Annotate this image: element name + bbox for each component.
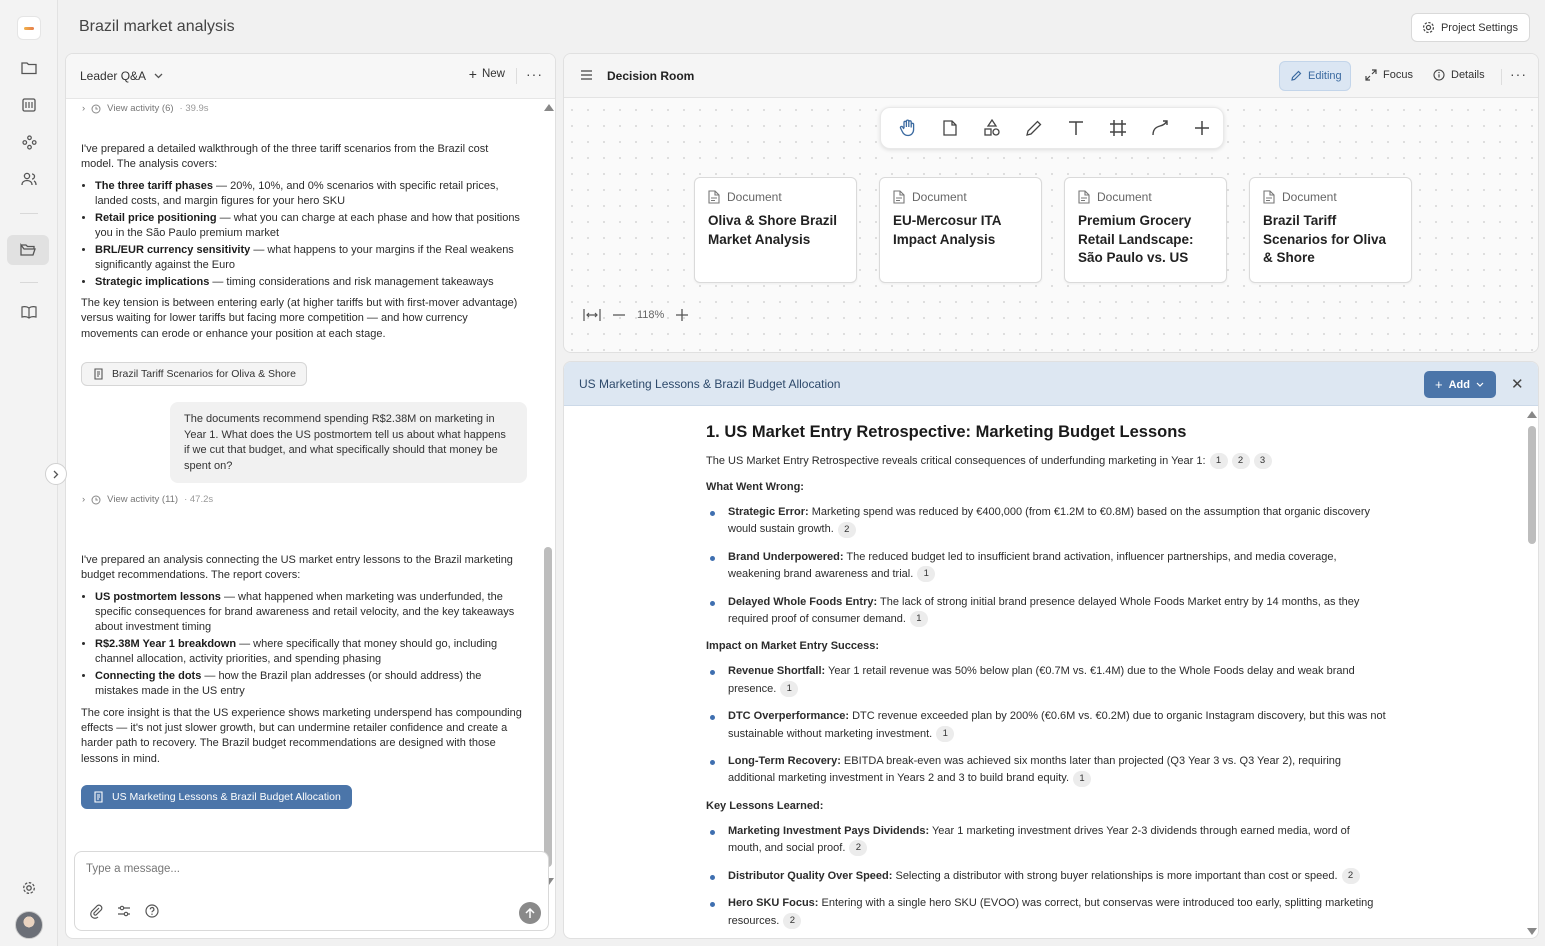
connector-icon[interactable] bbox=[1147, 116, 1172, 141]
clock-icon bbox=[91, 104, 101, 114]
activity-label: View activity (6) bbox=[107, 103, 174, 114]
list-item: Delayed Whole Foods Entry: The lack of strong initial brand presence delayed Whole Foods Market entry by 14 months, as they required proof of consumer demand. 1 bbox=[706, 594, 1386, 629]
plus-icon[interactable] bbox=[1189, 116, 1214, 141]
editing-label: Editing bbox=[1308, 70, 1342, 82]
section-title: Impact on Market Entry Success: bbox=[706, 640, 880, 653]
chevron-down-icon bbox=[1476, 382, 1484, 387]
list-item: • BRL/EUR currency sensitivity — what happens to your margins if the Real weakens significantly against the Euro bbox=[95, 243, 524, 274]
section-title: Key Lessons Learned: bbox=[706, 799, 824, 812]
user-message: The documents recommend spending R$2.38M on marketing in Year 1. What does the US postmortem tell us about what happens if we cut that budget, and what specifically should that money be spent on? bbox=[170, 402, 527, 483]
citation-badge[interactable]: 3 bbox=[1254, 453, 1272, 469]
clock-icon bbox=[91, 495, 101, 505]
citation-badge[interactable]: 2 bbox=[849, 840, 867, 856]
library-icon[interactable] bbox=[15, 91, 43, 119]
add-label: Add bbox=[1448, 378, 1470, 391]
menu-icon[interactable] bbox=[580, 69, 593, 81]
room-more-icon[interactable]: ··· bbox=[1510, 66, 1527, 82]
zoom-controls bbox=[583, 308, 689, 322]
assistant-message bbox=[81, 553, 524, 767]
card-title: EU-Mercosur ITA Impact Analysis bbox=[893, 213, 1002, 247]
document-card[interactable] bbox=[694, 177, 857, 283]
list-item: • Strategic implications — timing considerations and risk management takeaways bbox=[95, 275, 524, 290]
expand-icon bbox=[1365, 69, 1377, 81]
document-chip[interactable] bbox=[81, 362, 307, 386]
list-item: DTC Overperformance: DTC revenue exceeded plan by 200% (€0.6M vs. €0.2M) due to organic Instagram discovery, but this was not sustainable without marketing investment. 1 bbox=[706, 708, 1386, 743]
card-kind: Document bbox=[708, 190, 843, 204]
section-list bbox=[706, 823, 1386, 930]
message-outro: The key tension is between entering early (at higher tariffs but with first-mover advantage) versus waiting for lower tariffs but facing more competition — and how currency movements can erode or enhance your position at each stage. bbox=[81, 297, 518, 340]
document-icon bbox=[1263, 190, 1275, 204]
add-button[interactable] bbox=[1424, 371, 1496, 398]
activity-duration: · 39.9s bbox=[179, 103, 209, 114]
assistant-message bbox=[81, 142, 524, 342]
info-icon bbox=[1433, 69, 1445, 81]
avatar[interactable] bbox=[15, 911, 43, 939]
section-list bbox=[706, 504, 1386, 628]
card-kind: Document bbox=[1263, 190, 1398, 204]
list-item: Long-Term Recovery: EBITDA break-even was achieved six months later than projected (Q3 Year 3 vs. Q3 Year 2), requiring additional marketing investment in Years 2 and 3 to build brand equity. 1 bbox=[706, 753, 1386, 788]
message-intro: I've prepared an analysis connecting the US market entry lessons to the Brazil marketing budget recommendations. The report covers: bbox=[81, 554, 513, 582]
citation-badge[interactable]: 1 bbox=[780, 681, 798, 697]
card-title: Premium Grocery Retail Landscape: São Paulo vs. US bbox=[1078, 213, 1194, 265]
new-label: New bbox=[481, 68, 505, 80]
list-item: Hero SKU Focus: Entering with a single hero SKU (EVOO) was correct, but conservas were introduced too early, splitting marketing resources. 2 bbox=[706, 895, 1386, 930]
card-kind: Document bbox=[893, 190, 1028, 204]
chat-title: Leader Q&A bbox=[80, 69, 147, 83]
chat-header bbox=[66, 54, 555, 99]
section-title: What Went Wrong: bbox=[706, 481, 804, 493]
text-icon[interactable] bbox=[1063, 116, 1088, 141]
new-chat-button[interactable] bbox=[469, 68, 505, 80]
citation-badge[interactable]: 2 bbox=[1232, 453, 1250, 469]
report-content bbox=[706, 406, 1386, 938]
people-icon[interactable] bbox=[15, 165, 43, 193]
document-icon[interactable] bbox=[937, 116, 962, 141]
list-item: Distributor Quality Over Speed: Selecting a distributor with strong buyer relationships is more important than cost or speed. 2 bbox=[706, 868, 1386, 885]
list-item: Strategic Error: Marketing spend was reduced by €400,000 (from €1.2M to €0.8M) based on the assumption that organic discovery would sustain growth. 2 bbox=[706, 504, 1386, 539]
citation-badge[interactable]: 1 bbox=[1210, 453, 1228, 469]
card-kind: Document bbox=[1078, 190, 1213, 204]
fit-width-icon[interactable] bbox=[583, 308, 601, 322]
hand-icon[interactable] bbox=[895, 116, 920, 141]
document-card[interactable] bbox=[879, 177, 1042, 283]
chevron-down-icon bbox=[154, 73, 163, 79]
document-icon bbox=[893, 190, 905, 204]
project-settings-button[interactable] bbox=[1411, 13, 1530, 42]
document-chip-label: Brazil Tariff Scenarios for Oliva & Shore bbox=[112, 368, 297, 380]
frame-icon[interactable] bbox=[1105, 116, 1130, 141]
plus-icon: + bbox=[468, 66, 477, 82]
citation-badge[interactable]: 1 bbox=[936, 726, 954, 742]
citation-badge[interactable]: 2 bbox=[783, 913, 801, 929]
folder-icon[interactable] bbox=[15, 54, 43, 82]
zoom-level: 118% bbox=[637, 309, 665, 321]
pencil-icon[interactable] bbox=[1021, 116, 1046, 141]
activity-duration: · 47.2s bbox=[184, 494, 214, 505]
attach-icon[interactable] bbox=[88, 903, 104, 919]
book-icon[interactable] bbox=[15, 298, 43, 326]
arrow-up-icon bbox=[525, 908, 535, 919]
close-icon[interactable]: ✕ bbox=[1511, 376, 1524, 393]
document-chip-active[interactable] bbox=[81, 785, 352, 809]
chat-more-icon[interactable]: ··· bbox=[526, 66, 543, 82]
plus-icon: + bbox=[1435, 376, 1443, 392]
message-bullets bbox=[95, 179, 524, 291]
citation-badge[interactable]: 1 bbox=[1073, 771, 1091, 787]
list-item: • Retail price positioning — what you can charge at each phase and how that positions you in the São Paulo premium market bbox=[95, 211, 524, 242]
settings-icon[interactable] bbox=[15, 874, 43, 902]
view-activity-toggle[interactable] bbox=[82, 494, 213, 505]
card-title: Oliva & Shore Brazil Market Analysis bbox=[708, 213, 838, 247]
list-item: • The three tariff phases — 20%, 10%, and 0% scenarios with specific retail prices, landed costs, and margin figures for your hero SKU bbox=[95, 179, 524, 210]
zoom-in-icon[interactable] bbox=[675, 308, 689, 322]
list-item: Brand Underpowered: The reduced budget led to insufficient brand activation, influencer partnerships, and media coverage, weakening brand awareness and trial. 1 bbox=[706, 549, 1386, 584]
message-bullets bbox=[95, 590, 524, 700]
details-label: Details bbox=[1451, 69, 1485, 81]
citation-badge[interactable]: 1 bbox=[910, 611, 928, 627]
list-item: • Connecting the dots — how the Brazil plan addresses (or should address) the mistakes made in the US entry bbox=[95, 669, 524, 700]
message-intro: I've prepared a detailed walkthrough of the three tariff scenarios from the Brazil cost model. The analysis covers: bbox=[81, 143, 489, 171]
document-icon bbox=[1078, 190, 1090, 204]
section-list bbox=[706, 663, 1386, 787]
expand-sidebar-button[interactable] bbox=[45, 463, 67, 485]
open-folder-icon[interactable] bbox=[7, 235, 49, 265]
sliders-icon[interactable] bbox=[116, 903, 132, 919]
help-icon[interactable] bbox=[144, 903, 160, 919]
citation-badge[interactable]: 2 bbox=[838, 522, 856, 538]
report-icon bbox=[93, 791, 105, 803]
decision-room-canvas[interactable] bbox=[563, 53, 1539, 353]
zoom-out-icon[interactable] bbox=[612, 308, 626, 322]
send-button[interactable] bbox=[519, 902, 541, 924]
message-input[interactable]: Type a message... bbox=[86, 863, 180, 875]
citation-badge[interactable]: 2 bbox=[1342, 868, 1360, 884]
document-icon bbox=[708, 190, 720, 204]
report-heading: 1. US Market Entry Retrospective: Marketing Budget Lessons bbox=[706, 423, 1187, 441]
report-title: US Marketing Lessons & Brazil Budget Allocation bbox=[579, 377, 841, 391]
list-item: Marketing Investment Pays Dividends: Year 1 marketing investment drives Year 2-3 dividends through earned media, word of mouth, and social proof. 2 bbox=[706, 823, 1386, 858]
gear-icon bbox=[1422, 21, 1435, 34]
chat-title-dropdown[interactable] bbox=[80, 69, 163, 83]
editing-toggle[interactable] bbox=[1279, 61, 1351, 91]
activity-label: View activity (11) bbox=[107, 494, 179, 505]
citation-badge[interactable]: 1 bbox=[917, 566, 935, 582]
decision-room-title: Decision Room bbox=[607, 69, 695, 83]
list-item: • US postmortem lessons — what happened when marketing was underfunded, the specific consequences for brand awareness and retail velocity, and the key takeaways about investment timing bbox=[95, 590, 524, 636]
project-title: Brazil market analysis bbox=[79, 18, 235, 35]
top-bar bbox=[58, 0, 1545, 52]
report-icon bbox=[93, 368, 105, 380]
card-title: Brazil Tariff Scenarios for Oliva & Shore bbox=[1263, 213, 1387, 265]
chevron-right-icon: › bbox=[82, 494, 86, 505]
shapes-icon[interactable] bbox=[979, 116, 1004, 141]
message-composer[interactable] bbox=[74, 851, 549, 931]
document-chip-label: US Marketing Lessons & Brazil Budget Allocation bbox=[112, 791, 341, 803]
report-panel bbox=[563, 361, 1539, 939]
document-card[interactable] bbox=[1064, 177, 1227, 283]
project-settings-label: Project Settings bbox=[1440, 21, 1518, 34]
details-button[interactable] bbox=[1433, 69, 1485, 81]
chevron-right-icon bbox=[53, 470, 59, 479]
chat-scrollbar[interactable] bbox=[542, 99, 556, 889]
focus-button[interactable] bbox=[1365, 69, 1413, 81]
report-scrollbar[interactable] bbox=[1525, 406, 1539, 938]
chat-messages bbox=[66, 99, 542, 889]
view-activity-toggle[interactable] bbox=[82, 103, 209, 114]
canvas-toolbar bbox=[880, 107, 1224, 149]
integrations-icon[interactable] bbox=[15, 128, 43, 156]
report-intro: The US Market Entry Retrospective reveals critical consequences of underfunding marketing in Year 1: 1 2 3 bbox=[706, 453, 1386, 470]
chat-panel bbox=[65, 53, 556, 939]
list-item: • R$2.38M Year 1 breakdown — where specifically that money should go, including channel allocation, activity priorities, and spending phasing bbox=[95, 637, 524, 668]
document-card[interactable] bbox=[1249, 177, 1412, 283]
decision-room-header bbox=[564, 54, 1538, 98]
pencil-icon bbox=[1290, 70, 1302, 82]
report-header bbox=[564, 362, 1538, 406]
message-outro: The core insight is that the US experience shows marketing underspend has compounding effects — it's not just slower growth, but can undermine retailer confidence and create a harder path to recovery. The Brazil budget recommendations are designed with those lessons in mind. bbox=[81, 706, 522, 765]
focus-label: Focus bbox=[1383, 69, 1413, 81]
list-item: Revenue Shortfall: Year 1 retail revenue was 50% below plan (€0.7M vs. €1.4M) due to the Whole Foods delay and weak brand presence. 1 bbox=[706, 663, 1386, 698]
chevron-right-icon: › bbox=[82, 103, 86, 114]
app-logo[interactable] bbox=[17, 16, 41, 40]
